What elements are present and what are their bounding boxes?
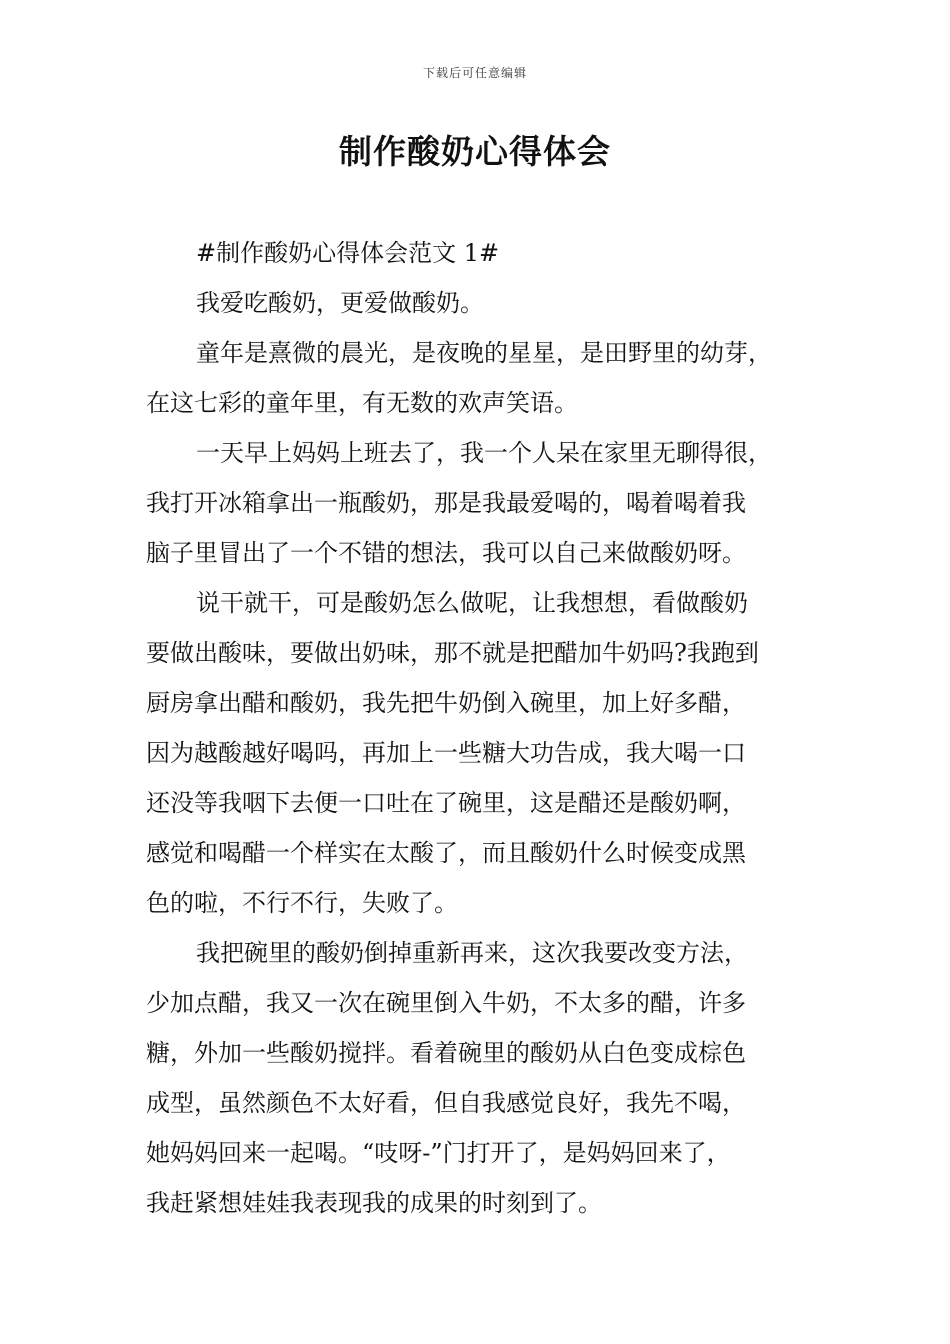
body-line: 说干就干，可是酸奶怎么做呢，让我想想，看做酸奶 <box>196 589 748 617</box>
body-line: #制作酸奶心得体会范文 1# <box>196 239 500 267</box>
body-line: 少加点醋，我又一次在碗里倒入牛奶，不太多的醋，许多 <box>146 989 746 1017</box>
body-line: 要做出酸味，要做出奶味，那不就是把醋加牛奶吗?我跑到 <box>146 639 759 667</box>
body-line: 糖，外加一些酸奶搅拌。看着碗里的酸奶从白色变成棕色 <box>146 1039 746 1067</box>
document-title: 制作酸奶心得体会 <box>339 132 611 171</box>
header-note: 下载后可任意编辑 <box>422 66 527 80</box>
body-line: 还没等我咽下去便一口吐在了碗里，这是醋还是酸奶啊， <box>146 789 746 817</box>
body-line: 在这七彩的童年里，有无数的欢声笑语。 <box>146 389 578 417</box>
body-line: 因为越酸越好喝吗，再加上一些糖大功告成，我大喝一口 <box>146 739 746 767</box>
body-line: 色的啦，不行不行，失败了。 <box>146 889 458 917</box>
body-line: 童年是熹微的晨光，是夜晚的星星，是田野里的幼芽， <box>196 339 772 367</box>
body-line: 我爱吃酸奶，更爱做酸奶。 <box>196 289 484 317</box>
body-line: 感觉和喝醋一个样实在太酸了，而且酸奶什么时候变成黑 <box>146 839 746 867</box>
body-line: 厨房拿出醋和酸奶，我先把牛奶倒入碗里，加上好多醋， <box>146 689 746 717</box>
body-line: 成型，虽然颜色不太好看，但自我感觉良好，我先不喝， <box>146 1089 746 1117</box>
body-line: 我把碗里的酸奶倒掉重新再来，这次我要改变方法， <box>196 939 748 967</box>
body-line: 脑子里冒出了一个不错的想法，我可以自己来做酸奶呀。 <box>146 539 746 567</box>
body-line: 她妈妈回来一起喝。“吱呀-”门打开了，是妈妈回来了， <box>146 1139 731 1167</box>
document-body <box>146 228 812 1228</box>
body-line: 一天早上妈妈上班去了，我一个人呆在家里无聊得很， <box>196 439 772 467</box>
body-line: 我赶紧想娃娃我表现我的成果的时刻到了。 <box>146 1189 602 1217</box>
body-line: 我打开冰箱拿出一瓶酸奶，那是我最爱喝的，喝着喝着我 <box>146 489 746 517</box>
